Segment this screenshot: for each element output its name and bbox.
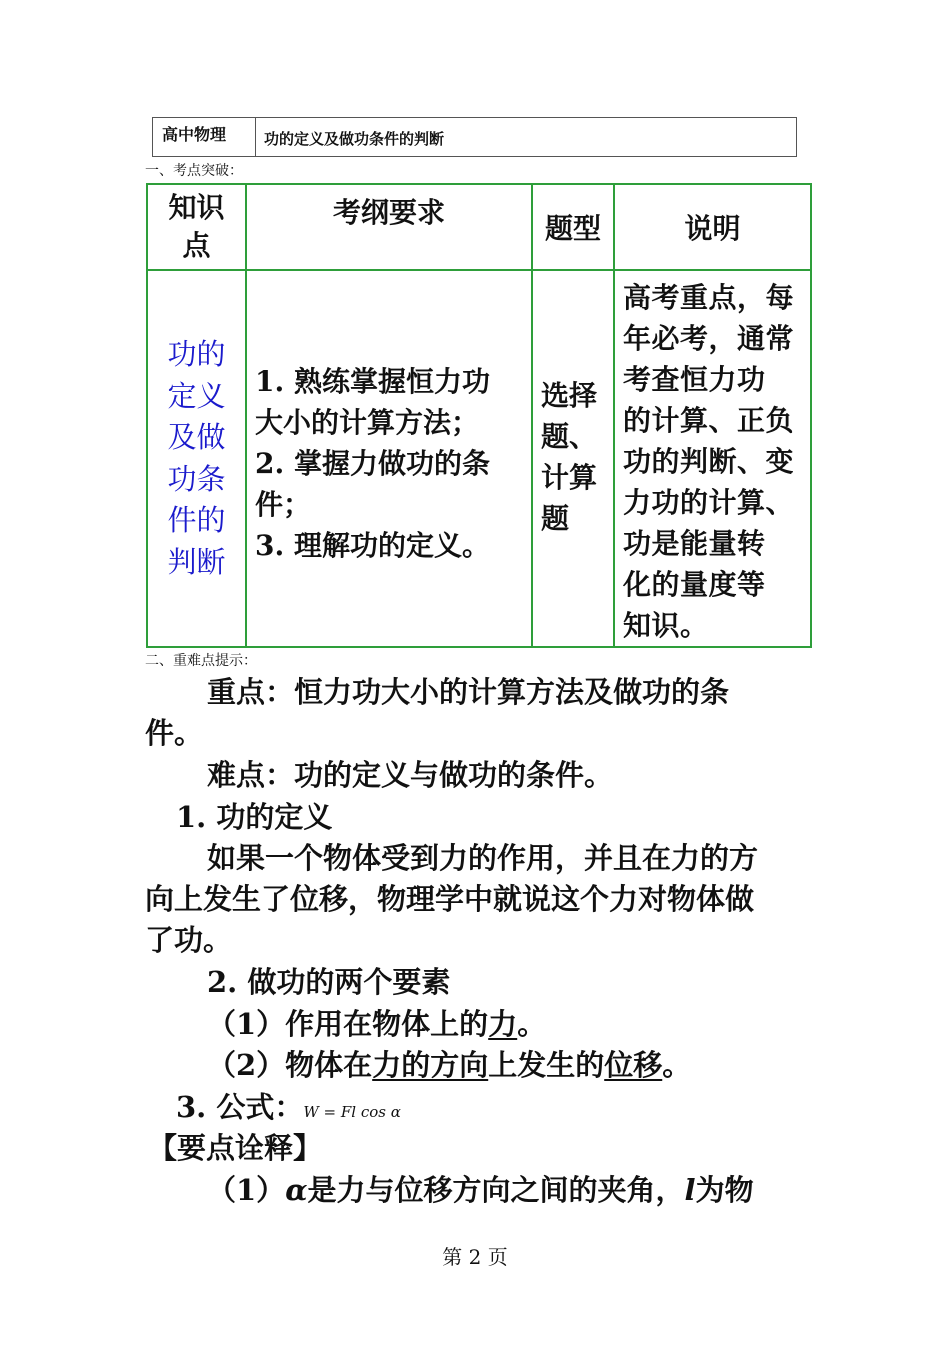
definition-line1: 如果一个物体受到力的作用，并且在力的方 bbox=[207, 841, 759, 875]
header-type: 题型 bbox=[532, 184, 614, 270]
table-header-row bbox=[147, 184, 811, 270]
difficulty-line: 难点：功的定义与做功的条件。 bbox=[207, 758, 614, 792]
knowledge-line: 判断 bbox=[167, 544, 226, 579]
type-cell bbox=[532, 270, 614, 647]
heading-formula: 3. 公式： bbox=[176, 1090, 304, 1124]
knowledge-line: 及做 bbox=[167, 420, 226, 454]
type-line: 题 bbox=[541, 502, 570, 535]
knowledge-line: 定义 bbox=[167, 378, 226, 413]
key-point-line2: 件。 bbox=[145, 716, 204, 750]
note-line: 年必考，通常 bbox=[623, 322, 795, 355]
type-line: 题、 bbox=[541, 420, 598, 453]
table-row bbox=[147, 270, 811, 647]
requirement-line: 件； bbox=[255, 488, 312, 521]
knowledge-line: 功条 bbox=[167, 461, 226, 496]
type-line: 选择 bbox=[541, 379, 598, 412]
element-2-post: 。 bbox=[662, 1048, 692, 1082]
note-line: 知识。 bbox=[623, 609, 709, 642]
requirement-line: 2. 掌握力做功的条 bbox=[255, 447, 490, 480]
note-line: 功是能量转 bbox=[623, 527, 766, 560]
header-topic: 功的定义及做功条件的判断 bbox=[264, 130, 445, 148]
header-box bbox=[152, 117, 797, 157]
knowledge-line: 功的 bbox=[167, 337, 226, 371]
header-notes: 说明 bbox=[614, 184, 811, 270]
note-1-a: （1） bbox=[207, 1173, 286, 1207]
header-requirements: 考纲要求 bbox=[246, 184, 532, 270]
key-point-line1: 重点：恒力功大小的计算方法及做功的条 bbox=[207, 675, 730, 709]
note-line: 高考重点，每 bbox=[623, 281, 795, 314]
section2-title: 二、重难点提示： bbox=[145, 653, 257, 669]
section1-title: 一、考点突破： bbox=[145, 163, 243, 179]
note-1-l: l bbox=[684, 1173, 696, 1207]
header-knowledge-line2: 点 bbox=[182, 229, 211, 262]
element-1 bbox=[207, 1004, 546, 1045]
element-1-pre: （1）作用在物体上的 bbox=[207, 1007, 489, 1041]
element-2-pre: （2）物体在 bbox=[207, 1048, 373, 1082]
note-line: 力功的计算、 bbox=[623, 486, 795, 519]
element-1-force: 力 bbox=[488, 1007, 518, 1041]
element-2-direction: 力的方向 bbox=[372, 1048, 489, 1082]
header-subject: 高中物理 bbox=[153, 118, 256, 156]
exam-points-table bbox=[146, 183, 812, 648]
formula-line bbox=[176, 1087, 401, 1133]
formula: W = Fl cos α bbox=[303, 1103, 401, 1121]
requirement-line: 1. 熟练掌握恒力功 bbox=[255, 365, 490, 398]
knowledge-line: 件的 bbox=[167, 503, 226, 537]
knowledge-cell bbox=[147, 270, 246, 647]
note-line: 化的量度等 bbox=[623, 568, 766, 601]
note-line: 的计算、正负 bbox=[623, 404, 795, 437]
note-1 bbox=[207, 1170, 754, 1211]
definition-line3: 了功。 bbox=[145, 923, 233, 957]
requirement-line: 大小的计算方法； bbox=[255, 406, 480, 439]
heading-definition: 1. 功的定义 bbox=[176, 800, 333, 834]
header-knowledge bbox=[147, 184, 246, 270]
requirements-cell bbox=[246, 270, 532, 647]
notes-cell bbox=[614, 270, 811, 647]
note-line: 功的判断、变 bbox=[623, 445, 795, 478]
note-1-b: 是力与位移方向之间的夹角， bbox=[307, 1173, 685, 1207]
element-2 bbox=[207, 1045, 691, 1086]
type-line: 计算 bbox=[541, 461, 598, 494]
page-footer: 第 2 页 bbox=[442, 1245, 508, 1269]
heading-elements: 2. 做功的两个要素 bbox=[207, 965, 451, 999]
requirement-line: 3. 理解功的定义。 bbox=[255, 529, 490, 562]
note-heading: 【要点诠释】 bbox=[148, 1131, 323, 1165]
note-1-alpha: α bbox=[285, 1173, 308, 1207]
note-line: 考查恒力功 bbox=[623, 363, 766, 396]
element-2-displacement: 位移 bbox=[604, 1048, 663, 1082]
element-2-mid: 上发生的 bbox=[488, 1048, 605, 1082]
note-1-c: 为物 bbox=[695, 1173, 754, 1207]
header-knowledge-line1: 知识 bbox=[168, 191, 225, 224]
element-1-post: 。 bbox=[517, 1007, 547, 1041]
definition-line2: 向上发生了位移，物理学中就说这个力对物体做 bbox=[145, 882, 755, 916]
